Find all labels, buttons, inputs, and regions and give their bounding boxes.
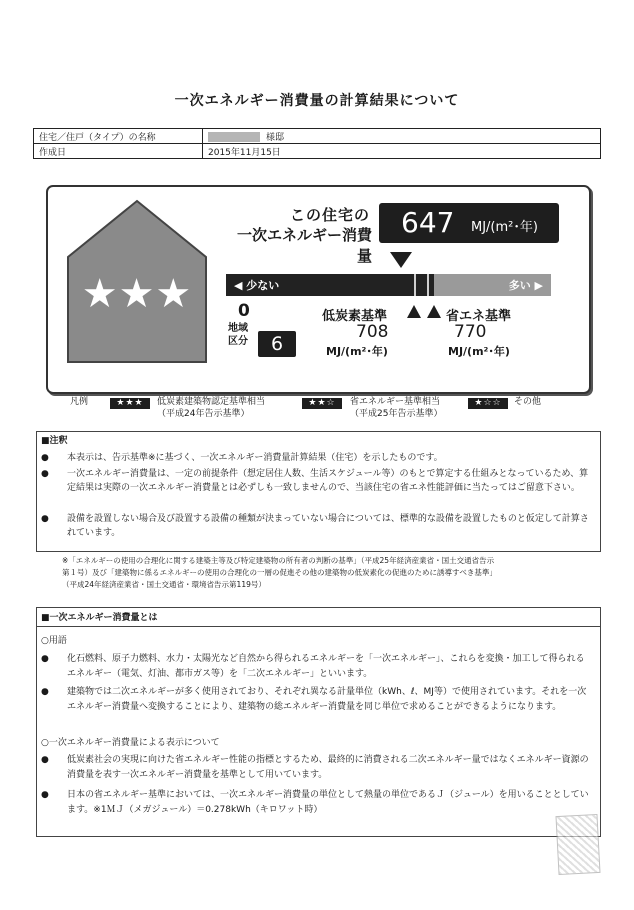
scale-less-label: ◀ 少ない	[234, 279, 280, 292]
legend-icon-2star: ★★☆	[302, 398, 342, 409]
scale-tick	[414, 274, 416, 296]
definition-item: 低炭素社会の実現に向けた省エネルギー性能の指標とするため、最終的に消費される二次エネルギー量ではなくエネルギー資源の消費量を表す一次エネルギー消費量を基準として用いています。	[67, 755, 589, 780]
region-label-2: 区分	[228, 336, 248, 347]
pointer-arrow-icon	[390, 252, 412, 268]
scale-tick	[427, 274, 429, 296]
house-star-badge	[66, 199, 208, 364]
note-item: 設備を設置しない場合及び設置する設備の種類が決まっていない場合については、標準的な設備を設置したものと仮定して計算されています。	[67, 514, 589, 538]
name-suffix: 様邸	[266, 132, 285, 143]
bullet-icon: ●	[41, 755, 49, 765]
footnote-line: 第１号）及び「建築物に係るエネルギーの使用の合理化の一層の促進その他の建築物の低炭素化の促進のために誘導すべき基準」	[62, 568, 497, 577]
seal-stamp	[555, 814, 600, 875]
bullet-icon: ●	[41, 453, 49, 463]
footnote-line: （平成24年経済産業省・国土交通省・環境省告示第119号）	[62, 580, 266, 589]
display-subheading: ○一次エネルギー消費量による表示について	[41, 738, 220, 748]
bullet-icon: ●	[41, 514, 49, 524]
region-label	[228, 322, 248, 348]
energy-saving-value: 770	[454, 322, 487, 342]
consumption-scale-bar	[226, 274, 551, 296]
bullet-icon: ●	[41, 687, 49, 697]
date-label: 作成日	[34, 144, 203, 159]
definition-section	[36, 607, 601, 837]
page-title: 一次エネルギー消費量の計算結果について	[174, 93, 460, 109]
name-value	[203, 129, 601, 144]
low-carbon-value: 708	[356, 322, 389, 342]
footnote-line: ※「エネルギーの使用の合理化に関する建築主等及び特定建築物の所有者の判断の基準」（平成25年経済産業省・国土交通省告示	[62, 556, 495, 565]
legend-icon-3star: ★★★	[110, 398, 150, 409]
note-item: 本表示は、告示基準※に基づく、一次エネルギー消費量計算結果（住宅）を示したものです。	[67, 453, 443, 463]
threshold-arrows-icon	[406, 304, 442, 318]
notes-section	[36, 431, 601, 552]
legend-text: 低炭素建築物認定基準相当	[157, 397, 266, 407]
legend-icon-1star: ★☆☆	[468, 398, 508, 409]
bullet-icon: ●	[41, 469, 49, 479]
date-value: 2015年11月15日	[203, 144, 601, 159]
rating-stars: ★★★	[81, 271, 193, 317]
definition-item: 建築物では二次エネルギーが多く使用されており、それぞれ異なる計量単位（kWh、ℓ、MJ等）で使用されています。それを一次エネルギー消費量へ変換することにより、建築物の総エネルギー消費量を同じ単位で求めることができるようになります。	[67, 687, 587, 712]
scale-more-label: 多い ▶	[508, 279, 543, 292]
definition-heading: ■一次エネルギー消費量とは	[41, 613, 158, 623]
legend-text: （平成25年告示基準）	[350, 409, 443, 419]
this-home-label-2: 一次エネルギー消費量	[236, 226, 372, 265]
redacted-name	[208, 132, 260, 142]
note-item: 一次エネルギー消費量は、一定の前提条件（想定居住人数、生活スケジュール等）のもとで算定する仕組みとなっているため、算定結果は実際の一次エネルギー消費量とは必ずしも一致しませんので、当該住宅の省エネ性能評価に当たってはご留意下さい。	[67, 469, 589, 493]
legend-item-2star	[350, 396, 442, 420]
name-label: 住宅／住戸（タイプ）の名称	[34, 129, 203, 144]
low-carbon-unit: MJ/(m²･年)	[326, 345, 388, 358]
this-home-label-1: この住宅の	[290, 206, 371, 224]
region-label-1: 地域	[228, 323, 248, 334]
divider	[37, 626, 600, 627]
notes-heading: ■注釈	[41, 436, 68, 446]
low-carbon-label: 低炭素基準	[322, 309, 388, 324]
legend-heading: 凡例	[70, 397, 89, 407]
consumption-value-box	[379, 203, 559, 243]
terms-subheading: ○用語	[41, 636, 67, 646]
legend-text: （平成24年告示基準）	[157, 409, 250, 419]
info-table	[33, 128, 601, 159]
definition-item: 化石燃料、原子力燃料、水力・太陽光など自然から得られるエネルギーを「一次エネルギー」、これらを変換・加工して得られるエネルギー（電気、灯油、都市ガス等）を「二次エネルギー」といいます。	[67, 654, 585, 679]
scale-zero: 0	[238, 301, 250, 321]
energy-saving-unit: MJ/(m²･年)	[448, 345, 510, 358]
bullet-icon: ●	[41, 654, 49, 664]
legend-item-1star: その他	[514, 397, 542, 407]
consumption-unit: MJ/(m²･年)	[471, 220, 538, 235]
table-row	[34, 144, 601, 159]
region-value: 6	[258, 331, 296, 357]
energy-saving-label: 省エネ基準	[446, 309, 512, 324]
definition-item: 日本の省エネルギー基準においては、一次エネルギー消費量の単位として熱量の単位であるＪ（ジュール）を用いることとしています。※1ＭＪ（メガジュール）＝0.278kWh（キロワット時）	[67, 790, 589, 815]
legend-item-3star	[157, 396, 265, 420]
bullet-icon: ●	[41, 790, 49, 800]
table-row	[34, 129, 601, 144]
legend-text: 省エネルギー基準相当	[350, 397, 441, 407]
consumption-value: 647	[401, 206, 455, 239]
